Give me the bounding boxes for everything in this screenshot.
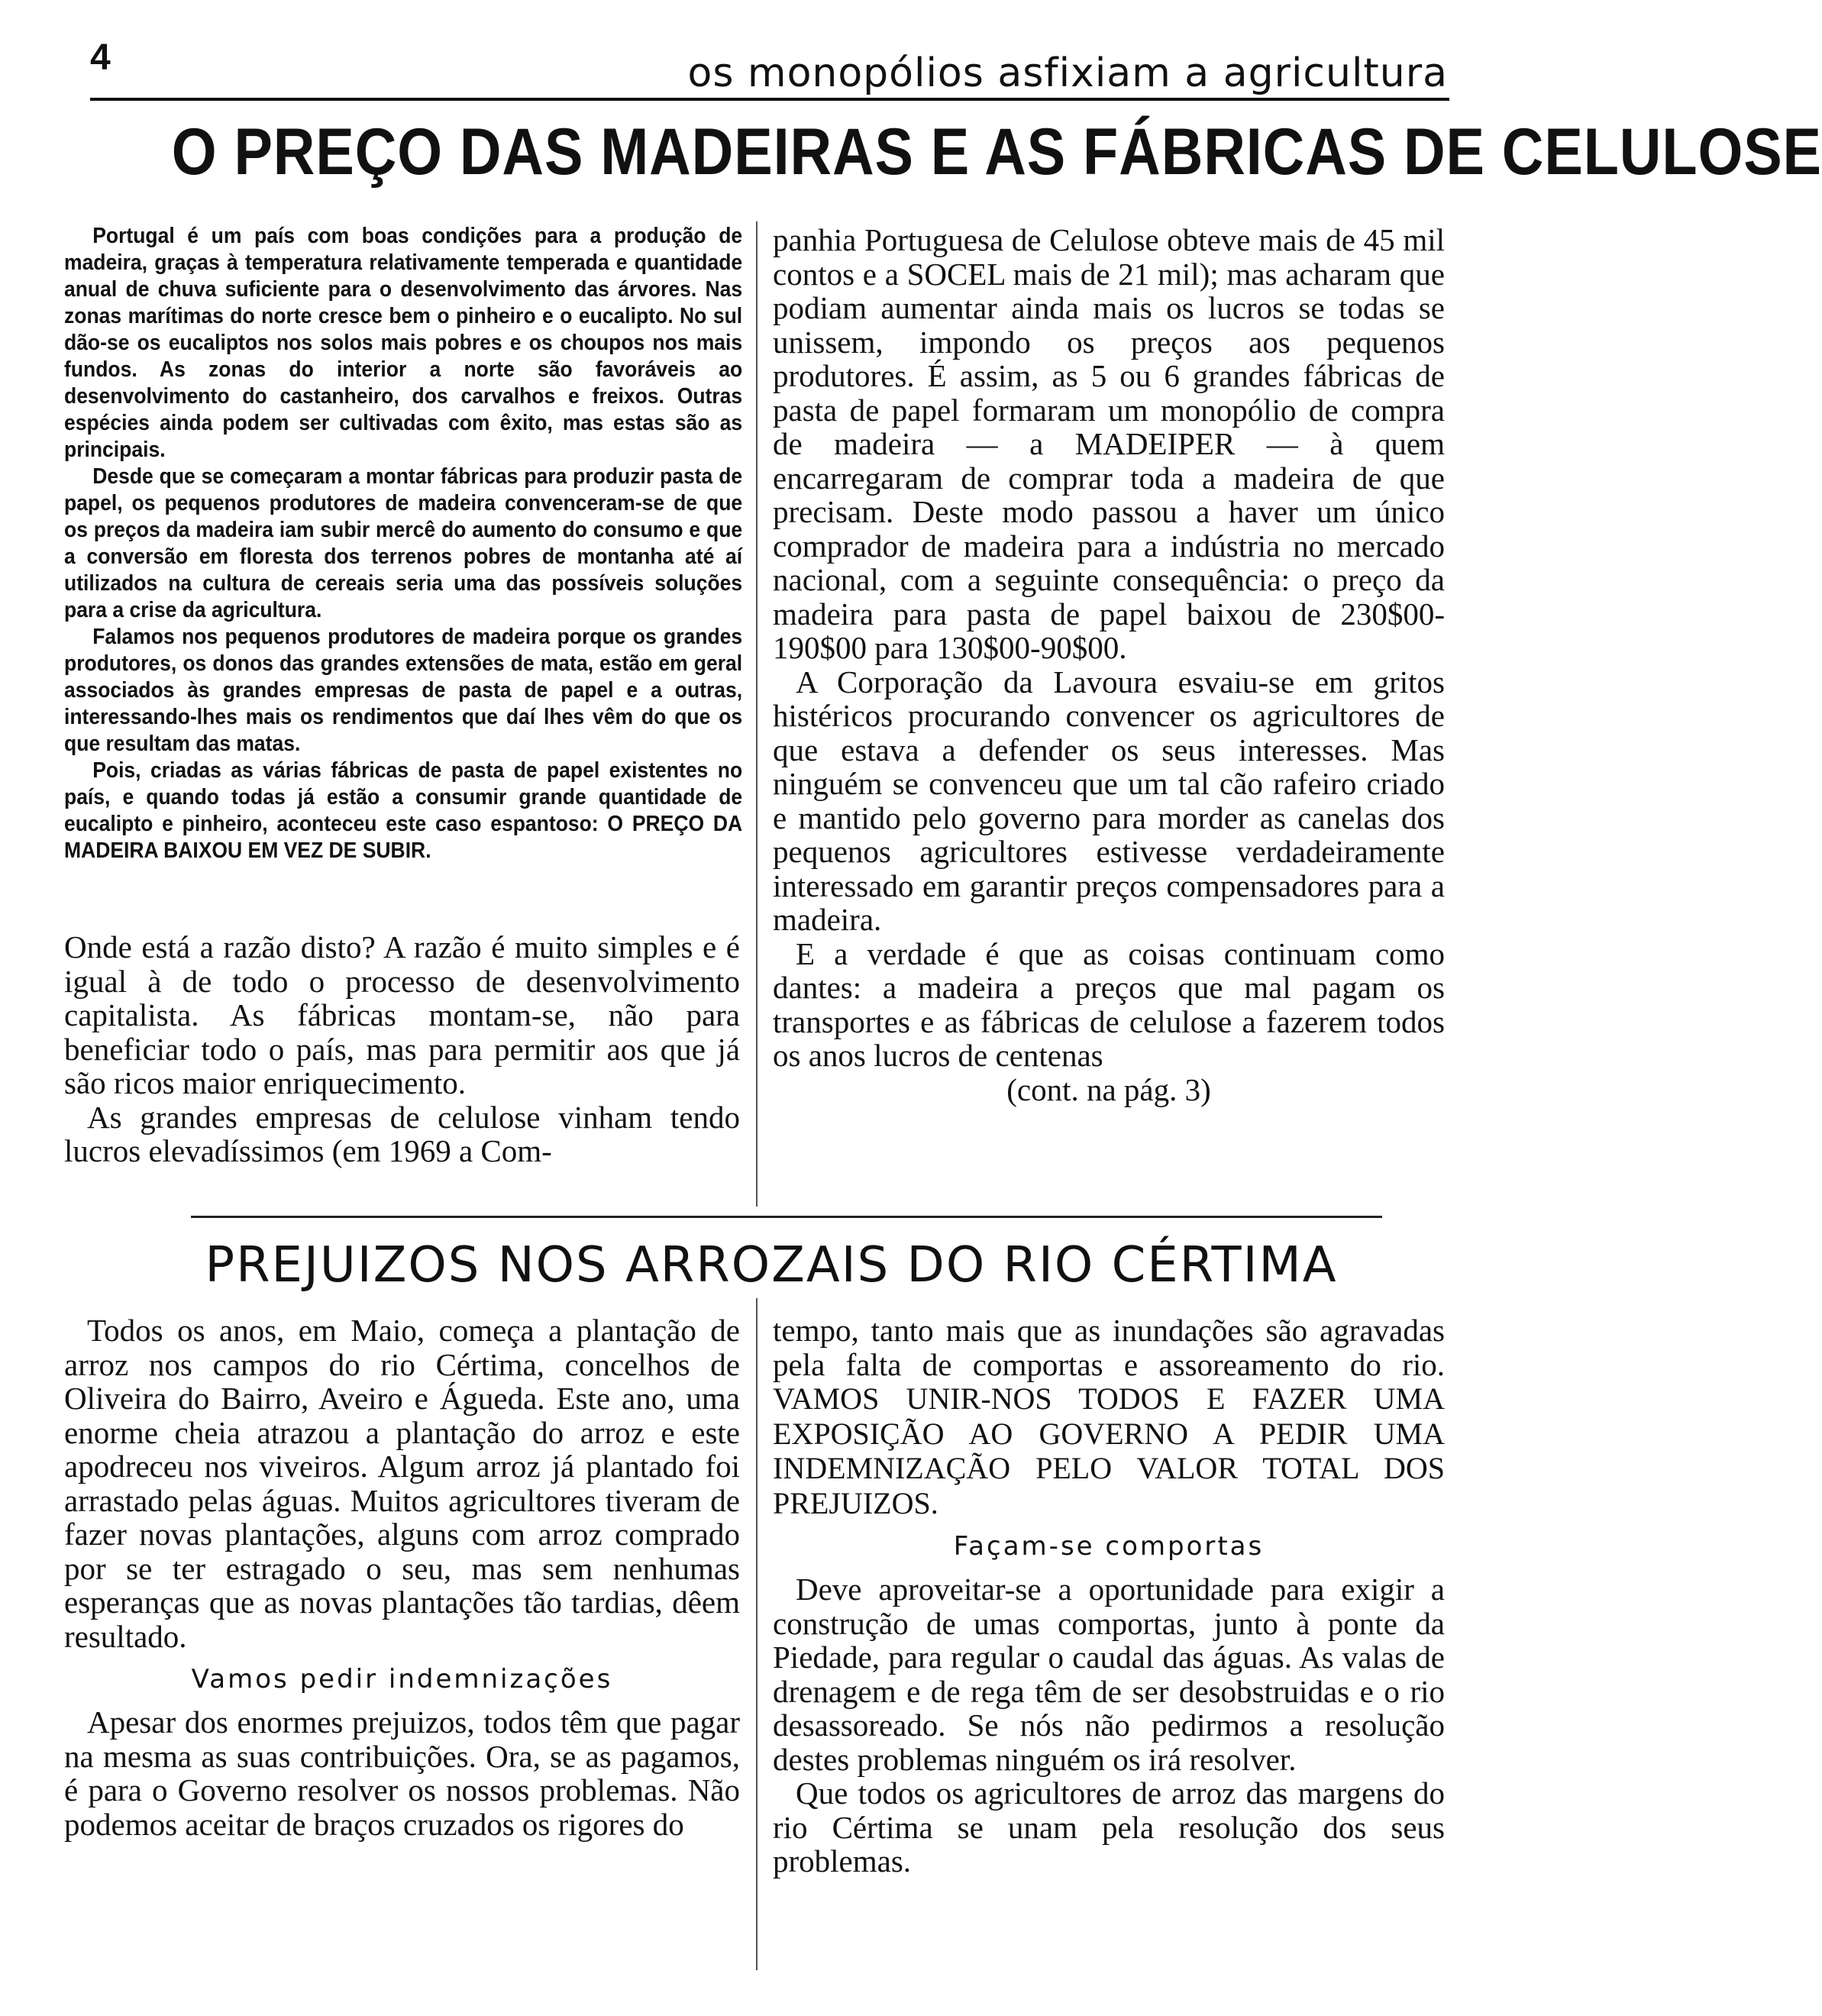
article2-headline: PREJUIZOS NOS ARROZAIS DO RIO CÉRTIMA [205, 1237, 1338, 1294]
article2-paragraph: Apesar dos enormes prejuizos, todos têm que pagar na mesma as suas contribuições. Ora, se as pagamos, é para o Governo resolver os nossos problemas. Não podemos aceitar de braços cruzados os rigores do [64, 1704, 740, 1842]
article2-subheading: Vamos pedir indemnizações [191, 1664, 613, 1695]
article2-paragraph: Todos os anos, em Maio, começa a plantação de arroz nos campos do rio Cértima, concelhos de Oliveira do Bairro, Aveiro e Águeda. Este ano, uma enorme cheia atrazou a plantação do arroz e este apodreceu nos viveiros. Algum arroz já plantado foi arrastado pelas águas. Muitos agricultores tiveram de fazer novas plantações, alguns com arroz comprado por se ter estragado o seu, mas sem nenhumas esperanças que as novas plantações tão tardias, dêem resultado. [64, 1313, 740, 1654]
article1-paragraph: Pois, criadas as várias fábricas de pasta de papel existentes no país, e quando todas já estão a consumir grande quantidade de eucalipto e pinheiro, aconteceu este caso espantoso: O PREÇO DA MADEIRA BAIXOU EM VEZ DE SUBIR. [64, 758, 743, 863]
article1-column1 [64, 223, 743, 864]
article1-paragraph: E a verdade é que as coisas continuam como dantes: a madeira a preços que mal pagam os transportes e as fábricas de celulose a fazerem todos os anos lucros de centenas [773, 935, 1445, 1073]
article1-paragraph: Falamos nos pequenos produtores de madeira porque os grandes produtores, os donos das grandes extensões de mata, estão em geral associados às grandes empresas de pasta de papel e a outras, interessando-lhes mais os rendimentos que daí lhes vêm do que os que resultam das matas. [64, 625, 743, 756]
article2-paragraph: Deve aproveitar-se a oportunidade para exigir a construção de umas comportas, junto à ponte da Piedade, para regular o caudal das águas. As valas de drenagem e de rega têm de ser desobstruidas e o rio desassoreado. Se nós não pedirmos a resolução destes problemas ninguém os irá resolver. [773, 1572, 1445, 1777]
article1-paragraph: A Corporação da Lavoura esvaiu-se em gritos histéricos procurando convencer os agricultores de que estava a defender os seus interesses. Mas ninguém se convenceu que um tal cão rafeiro criado e mantido pelo governo para morder as canelas dos pequenos agricultores estivesse verdadeiramente interessado em garantir preços compensadores para a madeira. [773, 664, 1445, 937]
section-title: os monopólios asfixiam a agricultura [687, 50, 1448, 96]
header-rule [90, 98, 1449, 101]
article1-small-text [64, 223, 742, 864]
article2-text: tempo, tanto mais que as inundações são agravadas pela falta de comportas e assoreamento do rio. [773, 1313, 1445, 1382]
article1-column2 [773, 223, 1445, 1107]
article-separator [191, 1216, 1382, 1218]
article2-column1 [64, 1313, 740, 1841]
article2-paragraph [773, 1313, 1445, 1520]
article2-column2 [773, 1313, 1445, 1879]
article1-paragraph: panhia Portuguesa de Celulose obteve mais de 45 mil contos e a SOCEL mais de 21 mil); mas acharam que podiam aumentar ainda mais os lucros se todas se unissem, impondo os preços aos pequenos produtores. É assim, as 5 ou 6 grandes fábricas de pasta de papel formaram um monopólio de compra de madeira — a MADEIPER — à quem encarregaram de comprar toda a madeira de que precisam. Deste modo passou a haver um único comprador de madeira para a indústria no mercado nacional, com a seguinte consequência: o preço da madeira para pasta de papel baixou de 230$00-190$00 para 130$00-90$00. [773, 222, 1445, 665]
continued-note: (cont. na pág. 3) [1006, 1071, 1211, 1107]
article2-paragraph: Que todos os agricultores de arroz das margens do rio Cértima se unam pela resolução dos seus problemas. [773, 1775, 1445, 1879]
column-divider [756, 221, 758, 1207]
article1-paragraph: Portugal é um país com boas condições para a produção de madeira, graças à temperatura relativamente temperada e quantidade anual de chuva suficiente para o desenvolvimento das árvores. Nas zonas marítimas do norte cresce bem o pinheiro e o eucalipto. No sul dão-se os eucaliptos nos solos mais pobres e os choupos nos mais fundos. As zonas do interior a norte são favoráveis ao desenvolvimento do castanheiro, dos carvalhos e freixos. Outras espécies ainda podem ser cultivadas com êxito, mas estas são as principais. [64, 224, 743, 462]
article1-paragraph: As grandes empresas de celulose vinham tendo lucros elevadíssimos (em 1969 a Com- [64, 1099, 740, 1168]
article1-paragraph: Onde está a razão disto? A razão é muito simples e é igual à de todo o processo de desenvolvimento capitalista. As fábricas montam-se, não para beneficiar todo o país, mas para permitir aos que já são ricos maior enriquecimento. [64, 929, 740, 1100]
article1-column1-large [64, 930, 740, 1168]
article1-paragraph: Desde que se começaram a montar fábricas para produzir pasta de papel, os pequenos produtores de madeira convenceram-se de que os preços da madeira iam subir mercê do aumento do consumo e que a conversão em floresta dos terrenos pobres de montanha até aí utilizados na cultura de cereais seria uma das possíveis soluções para a crise da agricultura. [64, 464, 743, 622]
column-divider [756, 1298, 758, 1970]
article2-subheading: Façam-se comportas [953, 1531, 1265, 1562]
article1-headline: O PREÇO DAS MADEIRAS E AS FÁBRICAS DE CELULOSE [171, 115, 1822, 189]
article2-caps-text: VAMOS UNIR-NOS TODOS E FAZER UMA EXPOSIÇÃO AO GOVERNO A PEDIR UMA INDEMNIZAÇÃO PELO VALOR TOTAL DOS PREJUIZOS. [773, 1381, 1445, 1520]
page-number: 4 [90, 37, 111, 78]
